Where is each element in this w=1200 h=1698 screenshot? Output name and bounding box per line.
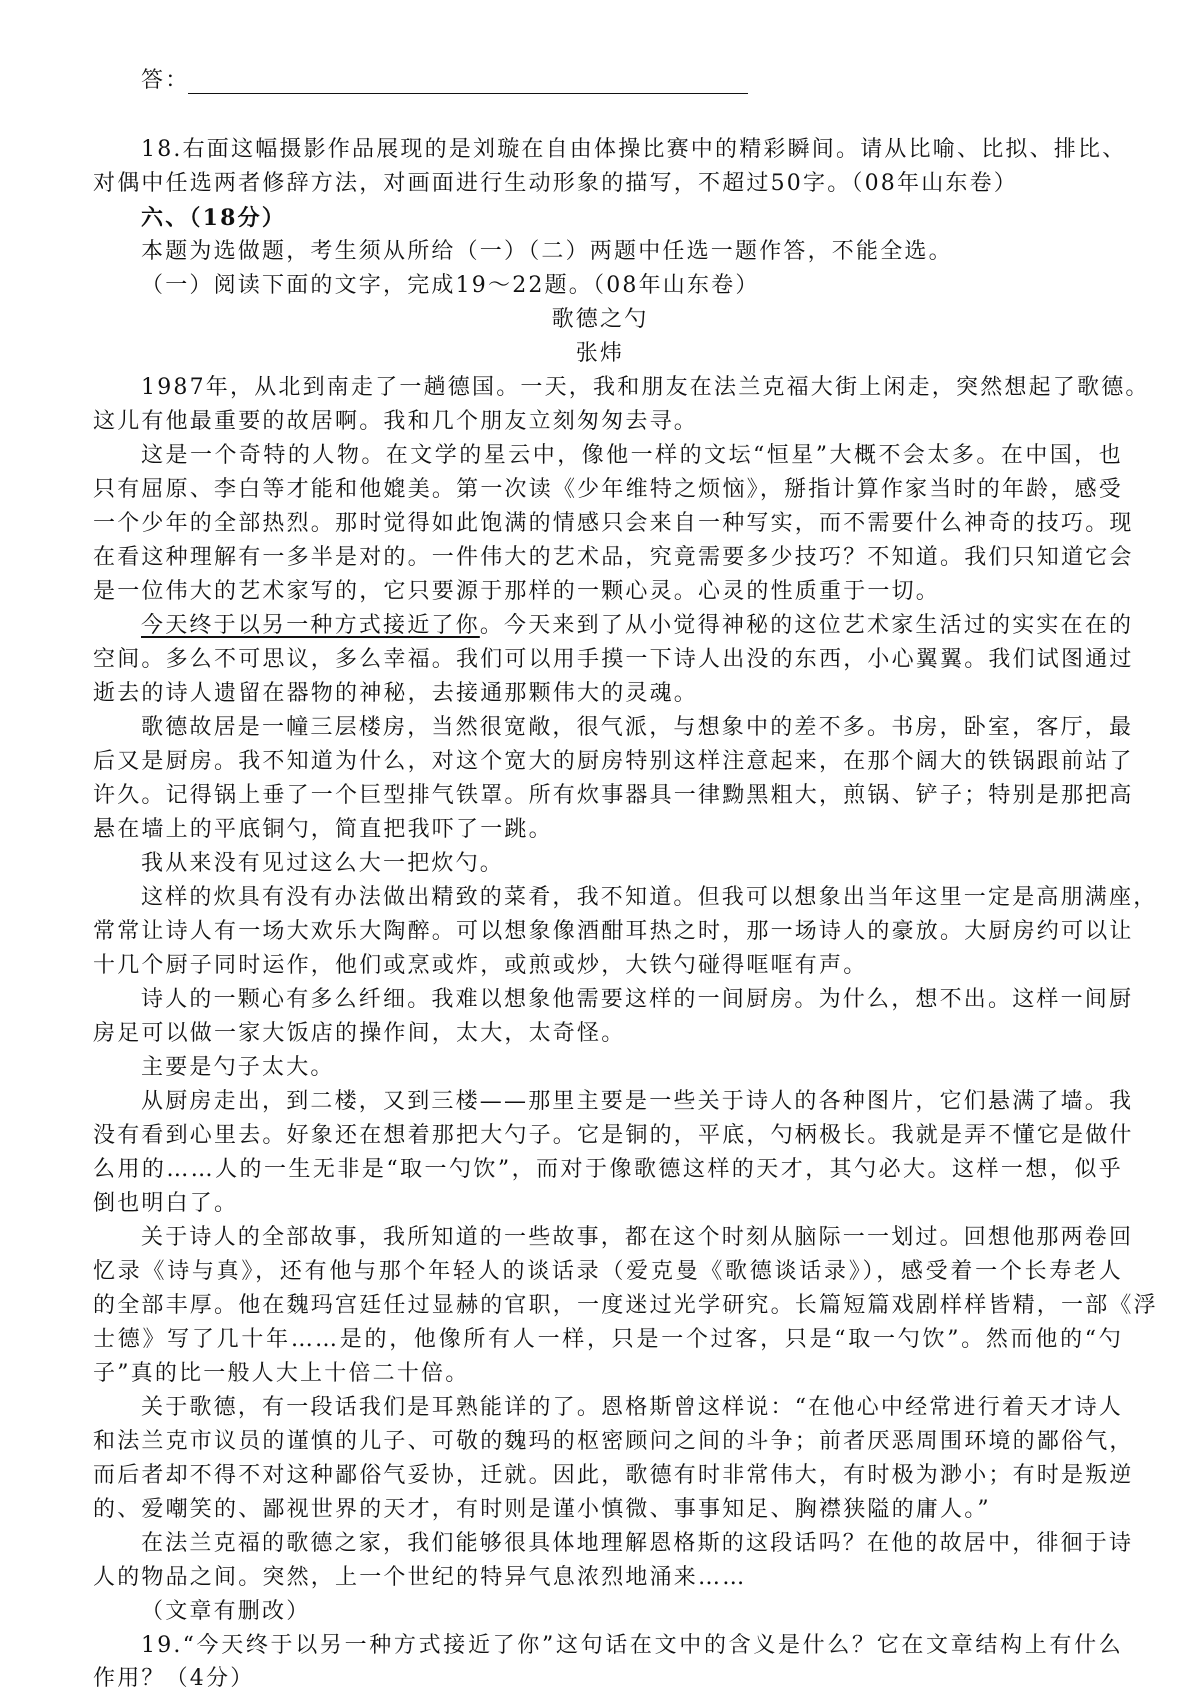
article-line: 后又是厨房。我不知道为什么，对这个宽大的厨房特别这样注意起来，在那个阔大的铁锅跟前站了 — [93, 749, 1134, 774]
article-line: 这儿有他最重要的故居啊。我和几个朋友立刻匆匆去寻。 — [93, 409, 699, 434]
article-line: 在看这种理解有一多半是对的。一件伟大的艺术品，究竟需要多少技巧？不知道。我们只知道它会 — [93, 545, 1134, 570]
article-line: 人的物品之间。突然，上一个世纪的特异气息浓烈地涌来…… — [93, 1565, 747, 1590]
article-line: 诗人的一颗心有多么纤细。我难以想象他需要这样的一间厨房。为什么，想不出。这样一间厨 — [141, 987, 1134, 1012]
article-line: 倒也明白了。 — [93, 1191, 239, 1216]
article-line: 和法兰克市议员的谨慎的儿子、可敬的魏玛的枢密顾问之间的斗争；前者厌恶周围环境的鄙俗气， — [93, 1429, 1134, 1454]
article-line: 的全部丰厚。他在魏玛宫廷任过显赫的官职，一度迷过光学研究。长篇短篇戏剧样样皆精，一部《浮 — [93, 1293, 1158, 1318]
article-line: 的、爱嘲笑的、鄙视世界的天才，有时则是谨小慎微、事事知足、胸襟狭隘的庸人。” — [93, 1497, 991, 1522]
article-line: 这是一个奇特的人物。在文学的星云中，像他一样的文坛“恒星”大概不会太多。在中国，也 — [141, 443, 1123, 468]
article-line: 悬在墙上的平底铜勺，简直把我吓了一跳。 — [93, 817, 553, 842]
article-line: 士德》写了几十年……是的，他像所有人一样，只是一个过客，只是“取一勺饮”。然而他的“勺 — [93, 1327, 1123, 1352]
article-line: 空间。多么不可思议，多么幸福。我们可以用手摸一下诗人出没的东西，小心翼翼。我们试图通过 — [93, 647, 1134, 672]
underlined-sentence: 今天终于以另一种方式接近了你 — [141, 613, 480, 638]
article-line: 一个少年的全部热烈。那时觉得如此饱满的情感只会来自一种写实，而不需要什么神奇的技巧。现 — [93, 511, 1134, 536]
article-line: 是一位伟大的艺术家写的，它只要源于那样的一颗心灵。心灵的性质重于一切。 — [93, 579, 941, 604]
article-line: 关于歌德，有一段话我们是耳熟能详的了。恩格斯曾这样说：“在他心中经常进行着天才诗人 — [141, 1395, 1123, 1420]
q19-line-1: 19.“今天终于以另一种方式接近了你”这句话在文中的含义是什么？它在文章结构上有什么 — [141, 1633, 1123, 1658]
article-line: 我从来没有见过这么大一把炊勺。 — [141, 851, 505, 876]
article-line-underlined-phrase — [141, 611, 1134, 641]
article-title: 歌德之勺 — [551, 307, 649, 332]
article-line: 主要是勺子太大。 — [141, 1055, 335, 1080]
article-line: 1987年，从北到南走了一趟德国。一天，我和朋友在法兰克福大街上闲走，突然想起了歌德。 — [141, 375, 1150, 400]
article-author: 张炜 — [575, 341, 625, 366]
section-6-sub-instruction: （一）阅读下面的文字，完成19～22题。（08年山东卷） — [141, 273, 760, 298]
article-line-rest: 。今天来到了从小觉得神秘的这位艺术家生活过的实实在在的 — [479, 613, 1134, 638]
article-line: 歌德故居是一幢三层楼房，当然很宽敞，很气派，与想象中的差不多。书房，卧室，客厅，最 — [141, 715, 1134, 740]
answer-blank-line — [188, 93, 748, 94]
section-6-heading: 六、（18分） — [141, 205, 287, 231]
article-line: 没有看到心里去。好象还在想着那把大勺子。它是铜的，平底，勺柄极长。我就是弄不懂它是做什 — [93, 1123, 1134, 1148]
article-line: 在法兰克福的歌德之家，我们能够很具体地理解恩格斯的这段话吗？在他的故居中，徘徊于诗 — [141, 1531, 1134, 1556]
article-line: 关于诗人的全部故事，我所知道的一些故事，都在这个时刻从脑际一一划过。回想他那两卷回 — [141, 1225, 1134, 1250]
article-line: 只有屈原、李白等才能和他媲美。第一次读《少年维特之烦恼》，掰指计算作家当时的年龄，感受 — [93, 477, 1123, 502]
article-line: 忆录《诗与真》，还有他与那个年轻人的谈话录（爱克曼《歌德谈话录》），感受着一个长寿老人 — [93, 1259, 1123, 1284]
article-line: 从厨房走出，到二楼，又到三楼——那里主要是一些关于诗人的各种图片，它们悬满了墙。我 — [141, 1089, 1134, 1114]
article-line: 这样的炊具有没有办法做出精致的菜肴，我不知道。但我可以想象出当年这里一定是高朋满座， — [141, 885, 1158, 910]
q18-line-2: 对偶中任选两者修辞方法，对画面进行生动形象的描写，不超过50字。（08年山东卷） — [93, 171, 1018, 196]
article-line: 而后者却不得不对这种鄙俗气妥协，迁就。因此，歌德有时非常伟大，有时极为渺小；有时是叛逆 — [93, 1463, 1134, 1488]
q19-line-2: 作用？（4分） — [93, 1666, 255, 1691]
q18-line-1: 18.右面这幅摄影作品展现的是刘璇在自由体操比赛中的精彩瞬间。请从比喻、比拟、排比、 — [141, 137, 1127, 162]
article-line: 许久。记得锅上垂了一个巨型排气铁罩。所有炊事器具一律黝黑粗大，煎锅、铲子；特别是那把高 — [93, 783, 1134, 808]
article-line: 常常让诗人有一场大欢乐大陶醉。可以想象像酒酣耳热之时，那一场诗人的豪放。大厨房约可以让 — [93, 919, 1134, 944]
section-6-instruction: 本题为选做题，考生须从所给（一）（二）两题中任选一题作答，不能全选。 — [141, 239, 953, 264]
article-line: 房足可以做一家大饭店的操作间，太大，太奇怪。 — [93, 1021, 626, 1046]
article-line: 十几个厨子同时运作，他们或烹或炸，或煎或炒，大铁勺碰得哐哐有声。 — [93, 953, 868, 978]
answer-label: 答： — [141, 68, 190, 93]
article-line: 逝去的诗人遗留在器物的神秘，去接通那颗伟大的灵魂。 — [93, 681, 699, 706]
article-line: 么用的……人的一生无非是“取一勺饮”，而对于像歌德这样的天才，其勺必大。这样一想，似乎 — [93, 1157, 1123, 1182]
article-note: （文章有删改） — [141, 1599, 311, 1624]
article-line: 子”真的比一般人大上十倍二十倍。 — [93, 1361, 470, 1386]
